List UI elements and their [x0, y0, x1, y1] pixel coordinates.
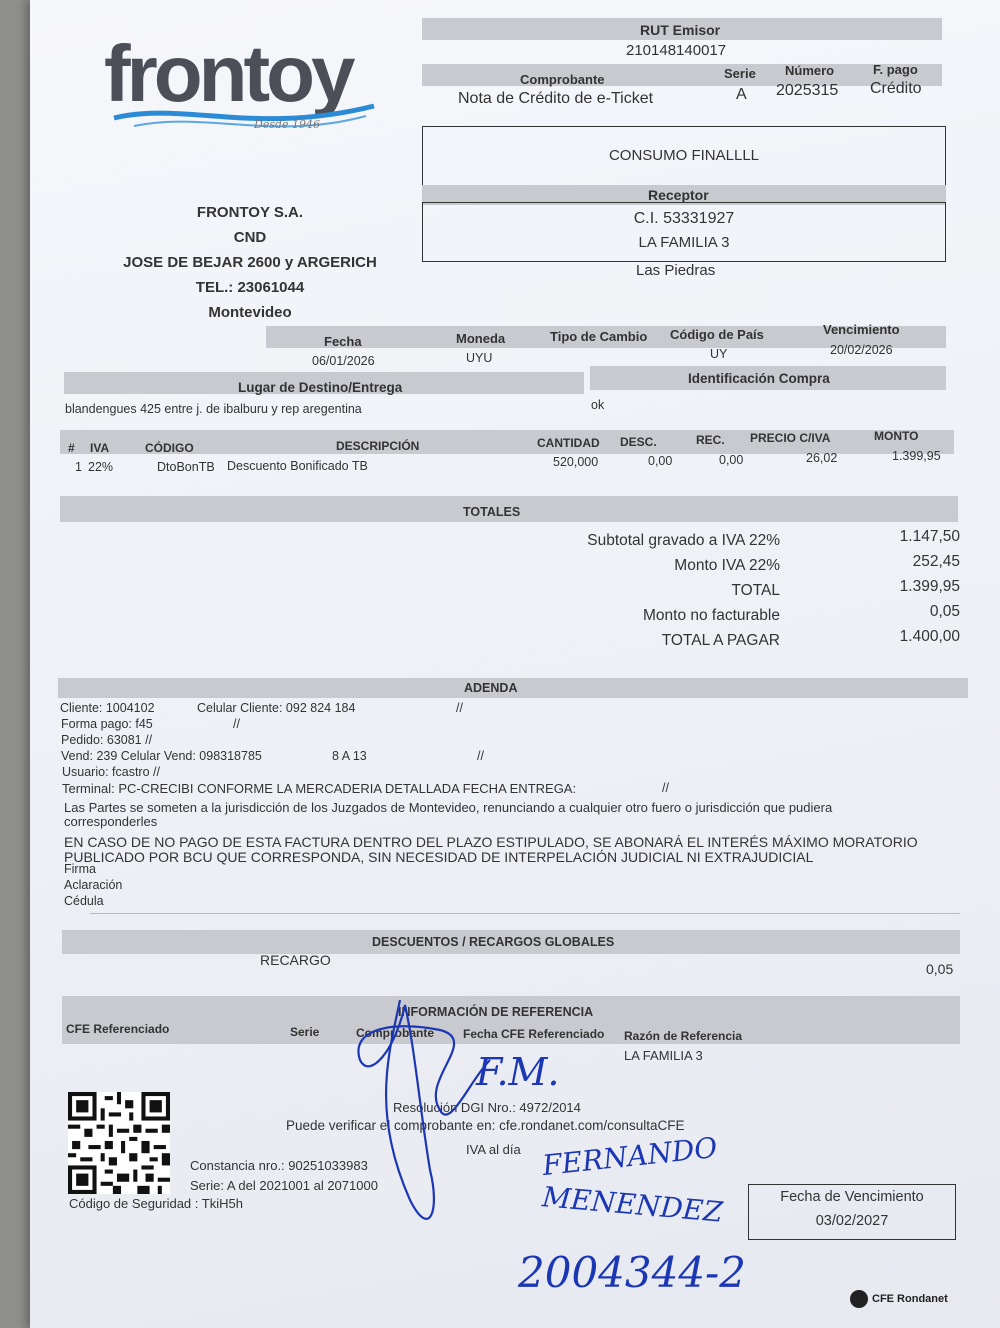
moneda-label: Moneda: [456, 331, 506, 346]
total-apagar-value: 1.400,00: [899, 628, 960, 645]
id-compra-value: ok: [591, 398, 605, 412]
total-apagar-label: TOTAL A PAGAR: [661, 632, 780, 649]
total-total-label: TOTAL: [731, 582, 780, 599]
emisor-tel: TEL.: 23061044: [195, 279, 305, 296]
fpago-value: Crédito: [870, 80, 922, 97]
receptor-box: [422, 202, 946, 262]
adenda-forma-pago: Forma pago: f45: [61, 717, 153, 731]
col-rec: REC.: [696, 433, 725, 447]
fecha-vencimiento-box: [748, 1184, 956, 1240]
cfe-referenciado-label: CFE Referenciado: [66, 1022, 170, 1036]
item-descripcion: Descuento Bonificado TB: [227, 459, 368, 473]
tipo-cambio-label: Tipo de Cambio: [550, 329, 648, 344]
total-iva-value: 252,45: [912, 553, 960, 570]
handwritten-number: 2004344-2: [518, 1248, 746, 1297]
adenda-terminal: Terminal: PC-CRECIBI CONFORME LA MERCADERIA DETALLADA FECHA ENTREGA:: [62, 781, 577, 796]
recargo-value: 0,05: [926, 961, 954, 977]
referencia-label: INFORMACIÓN DE REFERENCIA: [398, 1005, 594, 1019]
item-rec: 0,00: [719, 453, 744, 467]
comprobante-header-bar: [422, 64, 942, 86]
item-codigo: DtoBonTB: [157, 460, 215, 474]
receptor-label: Receptor: [648, 187, 709, 203]
adenda-label: ADENDA: [464, 681, 518, 695]
ref-razon-label: Razón de Referencia: [624, 1029, 743, 1043]
id-compra-label: Identificación Compra: [688, 371, 830, 386]
recargo-label: RECARGO: [260, 952, 331, 968]
iva-al-dia: IVA al día: [466, 1142, 521, 1157]
destino-value: blandengues 425 entre j. de ibalburu y rep aregentina: [65, 402, 362, 416]
fecha-label: Fecha: [324, 334, 362, 349]
numero-value: 2025315: [776, 82, 839, 99]
total-total-value: 1.399,95: [899, 578, 960, 595]
adenda-cliente: Cliente: 1004102: [60, 701, 155, 715]
moneda-value: UYU: [466, 351, 493, 365]
total-nofacturable-label: Monto no facturable: [642, 607, 780, 624]
serie-value: A: [736, 86, 747, 103]
comprobante-value: Nota de Crédito de e-Ticket: [458, 90, 654, 107]
ref-fecha-label: Fecha CFE Referenciado: [463, 1027, 605, 1041]
handwritten-initials: F.M.: [476, 1050, 560, 1094]
emisor-city: Montevideo: [208, 304, 292, 321]
numero-label: Número: [785, 63, 835, 78]
totales-values: [810, 524, 960, 649]
col-descripcion: DESCRIPCIÓN: [336, 439, 420, 453]
logo-wave: [104, 96, 384, 136]
total-nofacturable-value: 0,05: [929, 603, 960, 620]
constancia: Constancia nro.: 90251033983: [190, 1158, 368, 1173]
col-monto: MONTO: [874, 429, 919, 443]
emisor-cnd: CND: [233, 229, 267, 246]
rondanet-label: CFE Rondanet: [872, 1293, 948, 1305]
adenda-sep4: //: [662, 781, 669, 795]
rondanet-icon: [850, 1290, 868, 1308]
col-cantidad: CANTIDAD: [537, 436, 600, 450]
col-desc: DESC.: [620, 435, 657, 449]
handwritten-name-2: MENENDEZ: [540, 1180, 725, 1229]
adenda-partes-1: Las Partes se someten a la jurisdicción de los Juzgados de Montevideo, renunciando a cualquier otro fuero o jurisdicción que pudiera: [64, 800, 833, 815]
fecha-vencimiento-label: Fecha de Vencimiento: [780, 1189, 924, 1205]
ref-razon-value: LA FAMILIA 3: [624, 1048, 703, 1063]
receptor-ci: C.I. 53331927: [633, 210, 735, 227]
adenda-pago-1: EN CASO DE NO PAGO DE ESTA FACTURA DENTRO DEL PLAZO ESTIPULADO, SE ABONARÁ EL INTERÉS MÁXIMO MORATORIO: [64, 834, 918, 850]
rut-label: RUT Emisor: [640, 22, 721, 38]
col-codigo: CÓDIGO: [145, 441, 194, 455]
item-iva: 22%: [88, 460, 114, 474]
adenda-celular: Celular Cliente: 092 824 184: [197, 701, 356, 715]
fecha-vencimiento-value: 03/02/2027: [815, 1213, 889, 1229]
adenda-zona: 8 A 13: [332, 749, 367, 763]
serie-label: Serie: [724, 66, 756, 81]
consumo-value: CONSUMO FINALLLL: [608, 147, 760, 164]
frontoy-logo: [104, 29, 384, 144]
total-subtotal-label: Subtotal gravado a IVA 22%: [587, 532, 780, 549]
fecha-value: 06/01/2026: [312, 354, 375, 368]
vencimiento-value: 20/02/2026: [830, 343, 893, 357]
item-precio: 26,02: [806, 451, 838, 465]
qr-code: [68, 1092, 170, 1194]
total-subtotal-value: 1.147,50: [899, 528, 960, 545]
descuentos-label: DESCUENTOS / RECARGOS GLOBALES: [372, 935, 615, 949]
adenda-usuario: Usuario: fcastro //: [62, 765, 160, 779]
rut-value: 210148140017: [626, 42, 727, 59]
col-precio: PRECIO C/IVA: [750, 431, 831, 445]
logo-wordmark: frontoy: [104, 29, 352, 118]
vencimiento-label: Vencimiento: [823, 322, 900, 337]
fpago-label: F. pago: [873, 62, 918, 77]
adenda-cedula: Cédula: [64, 894, 104, 908]
totales-labels: [470, 528, 780, 653]
adenda-partes-2: corresponderles: [64, 814, 158, 829]
comprobante-label: Comprobante: [520, 72, 605, 87]
verificar-url: Puede verificar el comprobante en: cfe.rondanet.com/consultaCFE: [286, 1118, 685, 1133]
logo-tagline: Desde 1946: [254, 118, 321, 131]
handwritten-name-1: FERNANDO: [540, 1130, 719, 1183]
adenda-sep3: //: [477, 749, 484, 763]
ref-comprobante-label: Comprobante: [356, 1026, 434, 1040]
emisor-name: FRONTOY S.A.: [196, 204, 304, 221]
adenda-pedido: Pedido: 63081 //: [61, 733, 153, 747]
receptor-name: LA FAMILIA 3: [638, 234, 730, 251]
codigo-pais-value: UY: [710, 347, 728, 361]
item-monto: 1.399,95: [892, 449, 941, 463]
rondanet-badge: [850, 1290, 948, 1308]
item-desc: 0,00: [648, 454, 673, 468]
item-cantidad: 520,000: [553, 455, 599, 469]
adenda-sep2: //: [233, 717, 240, 731]
consumo-box: [422, 126, 946, 188]
item-num: 1: [75, 460, 82, 474]
serie-rango: Serie: A del 2021001 al 2071000: [190, 1178, 378, 1193]
adenda-vend: Vend: 239 Celular Vend: 098318785: [61, 749, 262, 763]
col-iva: IVA: [90, 441, 110, 455]
invoice-paper: [30, 0, 1000, 1328]
receptor-city: Las Piedras: [636, 262, 716, 279]
emisor-block: [90, 200, 410, 325]
resolucion-dgi: Resolución DGI Nro.: 4972/2014: [393, 1100, 581, 1115]
emisor-address: JOSE DE BEJAR 2600 y ARGERICH: [123, 254, 377, 271]
adenda-aclaracion: Aclaración: [64, 878, 123, 892]
col-num: #: [68, 441, 75, 455]
adenda-pago-2: PUBLICADO POR BCU QUE CORRESPONDA, SIN NECESIDAD DE INTERPELACIÓN JUDICIAL NI EXTRAJUDICIAL: [64, 849, 814, 865]
adenda-divider: [90, 913, 960, 914]
codigo-pais-label: Código de País: [670, 327, 764, 342]
adenda-sep1: //: [456, 701, 463, 715]
total-iva-label: Monto IVA 22%: [674, 557, 780, 574]
destino-label: Lugar de Destino/Entrega: [238, 380, 403, 395]
codigo-seguridad: Código de Seguridad : TkiH5h: [69, 1196, 243, 1211]
adenda-firma: Firma: [64, 862, 96, 876]
ref-serie-label: Serie: [290, 1025, 320, 1039]
totales-label: TOTALES: [463, 505, 521, 519]
